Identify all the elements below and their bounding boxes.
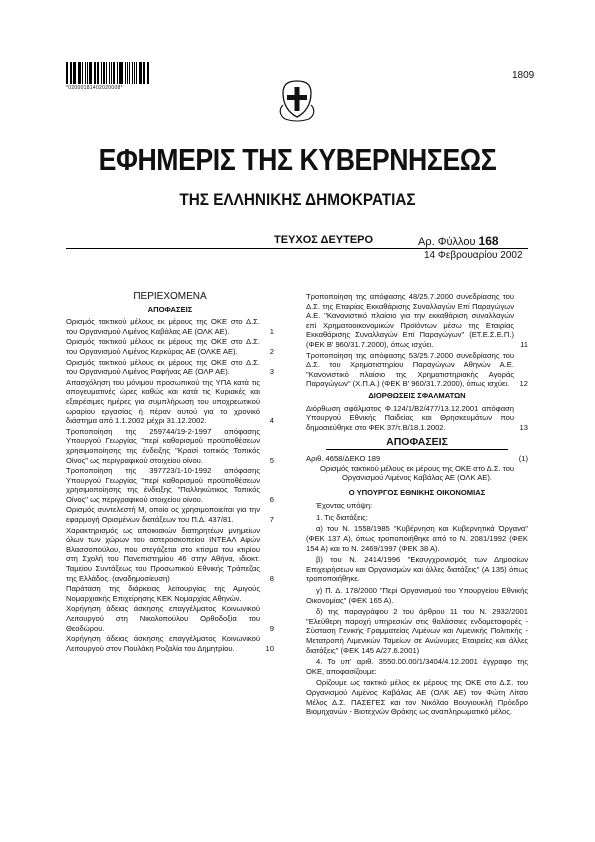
contents-item-page: 9 — [269, 623, 274, 633]
decision-paragraph: Ορίζουμε ως τακτικό μέλος εκ μέρους της ΟΚΕ στο Δ.Σ. του Οργανισμού Λιμένος Καβάλας ΑΕ (ΟΛΚ ΑΕ) τον Φώτη Λίτσο Μέλος Δ.Σ. ΠΑΣΕΓΕΣ και τον Νικόλαο Βουγιουκλή Πρόεδρο Βιομηχανών - Βιοτεχνών Θράκης ως αναπληρωματικό μέλος. — [306, 678, 528, 717]
contents-item-page: 4 — [269, 416, 274, 426]
contents-item — [66, 378, 274, 426]
contents-item-page: 8 — [269, 573, 274, 583]
decision-paragraph: 4. Το υπ' αριθ. 3550.00.00/1/3404/4.12.2001 έγγραφο της ΟΚΕ, αποφασίζουμε: — [306, 657, 528, 676]
contents-item-text: Ορισμός τακτικού μέλους εκ μέρους της ΟΚΕ στο Δ.Σ. του Οργανισμού Λιμένος Ραφήνας ΑΕ (ΟΛΡ ΑΕ). — [66, 357, 260, 377]
contents-item — [66, 526, 274, 584]
decision-summary: Ορισμός τακτικού μέλους εκ μέρους της ΟΚΕ στο Δ.Σ. του Οργανισμού Λιμένος Καβάλας ΑΕ (ΟΛΚ ΑΕ). — [319, 463, 515, 483]
sheet-label: Αρ. Φύλλου — [418, 236, 476, 248]
contents-item-page: 3 — [269, 367, 274, 377]
right-column — [306, 292, 528, 719]
decision-paragraph: Έχοντας υπόψη: — [316, 501, 373, 511]
issue-label: ΤΕΥΧΟΣ ΔΕΥΤΕΡΟ — [274, 234, 374, 246]
contents-list-continued — [306, 292, 528, 389]
barcode-bar — [111, 62, 113, 84]
contents-item-page: 10 — [265, 643, 274, 653]
contents-item-page: 2 — [269, 346, 274, 356]
contents-item-text: Χορήγηση άδειας άσκησης επαγγέλματος Κοινωνικού Λειτουργού στον Πουλάκη Ροζαλία του Δημητρίου. — [66, 634, 260, 653]
contents-item-page: 6 — [269, 494, 274, 504]
barcode-bar — [129, 62, 130, 84]
greek-coat-of-arms-icon — [277, 75, 317, 123]
barcode-bar — [119, 62, 120, 84]
contents-item-page: 12 — [519, 379, 528, 389]
barcode-number: *02000181402020008* — [66, 85, 123, 91]
barcode-bar — [66, 62, 68, 84]
barcode-bar — [87, 62, 89, 84]
contents-item — [66, 505, 274, 524]
contents-item — [66, 317, 274, 336]
contents-item-text: Τροποποίηση της απόφασης 53/25.7.2000 συνεδρίασης του Δ.Σ. του Χρηματιστηρίου Παραγώγων Αθηνών Α.Ε. "Κανονιστικό πλαίσιο της Χρηματιστηριακής Αγοράς Παραγώγων" (Χ.Π.Α.) (ΦΕΚ Β' 960/31.7.2000), όπως ισχύει. — [306, 350, 514, 389]
contents-item-text: Τροποποίηση της απόφασης 48/25.7.2000 συνεδρίασης του Δ.Σ. της Εταιρίας Εκκαθάρισης Συναλλαγών Επί Παραγώγων Α.Ε. "Κανονιστικό πλαίσιο για την εκκαθάριση συναλλαγών επί Χρηματοοικονομικών Προϊόντων μέσω της Εταιρίας Εκκαθάρισης Συναλλαγών Επί Παραγώγων" (ΕΤ.Ε.Σ.Ε.Π.) (ΦΕΚ Β' 960/31.7.2000), όπως ισχύει. — [306, 292, 514, 349]
contents-item-text: Ορισμός συντελεστή Μ, οποίο ος χρησιμοποιείται για την εφαρμογή Ορισμένων διατάξεων του Π.Δ. 437/81. — [66, 505, 260, 525]
barcode-bar — [95, 62, 96, 84]
decision-paragraph: α) του Ν. 1558/1985 "Κυβέρνηση και Κυβερνητικά Όργανα" (ΦΕΚ 137 Α), όπως τροποποιήθηκε από το Ν. 2081/1992 (ΦΕΚ 154 Α) και το Ν. 2469/1997 (ΦΕΚ 38 Α). — [306, 524, 528, 553]
barcode-bar — [139, 62, 141, 84]
decision-authority: Ο ΥΠΟΥΡΓΟΣ ΕΘΝΙΚΗΣ ΟΙΚΟΝΟΜΙΑΣ — [348, 487, 486, 497]
barcode-bar — [106, 62, 107, 84]
contents-decisions-heading: ΑΠΟΦΑΣΕΙΣ — [147, 304, 193, 314]
contents-item-page: 11 — [520, 339, 528, 349]
gazette-title: ΕΦΗΜΕΡΙΣ ΤΗΣ ΚΥΒΕΡΝΗΣΕΩΣ — [98, 142, 497, 177]
barcode-bar — [70, 62, 71, 84]
decision-paragraph: β) του Ν. 2414/1996 "Εκσυγχρονισμός των Δημοσίων Επιχειρήσεων και Οργανισμών και άλλες διατάξεις" (Α 135) όπως τροποποιήθηκε. — [306, 555, 528, 584]
barcode-bar — [113, 62, 115, 84]
decision-paragraph: δ) της παραγράφου 2 του άρθρου 11 του Ν. 2932/2001 "Ελεύθερη παροχή υπηρεσιών στις θαλάσσιες ενδομεταφορές - Σύσταση Γενικής Γραμματείας Λιμένων και Λιμενικής Πολιτικής - Μετατροπή Λιμενικών Ταμείων σε Ανώνυμες Εταιρείες και άλλες διατάξεις" (ΦΕΚ 145 Α/27.6.2001) — [306, 607, 528, 655]
barcode-bar — [97, 62, 99, 84]
decision-ref: (1) — [518, 453, 528, 463]
contents-item-text: Χαρακτηρισμός ως αποικιακών διατηρητέων μνημείων όλων των χώρων του αστεροσκοπείου ΙΝΤΕΑΛ Αφών Βλασσοπούλου, που στεγάζεται στο κτίσμα του κτιρίου στη Σχολή του Πανεπιστημίου 46 στην Αθήνα, ιδιοκτ. Ταμείου Συντάξεως του Προσωπικού Εθνικής Τράπεζας της Ελλάδος. (αναδημοσίευση) — [66, 525, 260, 583]
barcode-bar — [134, 62, 136, 84]
contents-item — [66, 466, 274, 504]
contents-item-text: Τροποποίηση της 397723/1-10-1992 απόφασης Υπουργού Γεωργίας "περί καθορισμού προϋποθέσεων χρησιμοποίησης της ένδειξης "Παλληκώτικος Τοπικός Οίνος" ως περιγραφικού στοιχείου οίνου. — [66, 466, 260, 504]
contents-item-text: Χορήγηση άδειας άσκησης επαγγέλματος Κοινωνικού Λειτουργού στη Νικολοπούλου Ορθοδοξία του Θεοδώρου. — [66, 604, 260, 633]
contents-item — [306, 351, 528, 389]
contents-column — [66, 292, 274, 654]
barcode-bar — [117, 62, 118, 84]
contents-title: ΠΕΡΙΕΧΟΜΕΝΑ — [133, 291, 207, 302]
contents-item-page: 13 — [519, 422, 528, 432]
contents-item — [66, 604, 274, 633]
contents-item — [66, 584, 274, 603]
barcode-bar — [79, 62, 81, 84]
contents-item — [66, 337, 274, 356]
contents-item-text: Ορισμός τακτικού μέλους εκ μέρους της ΟΚΕ στο Δ.Σ. του Οργανισμού Λιμένος Καβάλας ΑΕ (ΟΛΚ ΑΕ). — [66, 317, 260, 336]
contents-list — [66, 317, 274, 653]
contents-item — [306, 292, 528, 350]
barcode-bar — [103, 62, 105, 84]
corrections-heading: ΔΙΟΡΘΩΣΕΙΣ ΣΦΑΛΜΑΤΩΝ — [368, 390, 466, 400]
contents-item-text: Παράταση της διάρκειας λειτουργίας της Αμιγούς Νομαρχιακής Επιχείρησης ΚΕΚ Νομαρχίας Αθηνών. — [66, 584, 260, 603]
corrections-list — [306, 404, 528, 433]
barcode-bar — [89, 62, 91, 84]
barcode-bar — [78, 62, 79, 84]
barcode-bar — [82, 62, 83, 84]
contents-item-text: Απασχόληση του μόνιμου προσωπικού της ΥΠΑ κατά τις απογευματινές ώρες καθώς και κατά τις Κυριακές και εξαιρέσιμες ημέρες για συμπλήρωση του υποχρεωτικού ωραρίου εργασίας ή πέραν αυτού για το χρονικό διάστημα από 1.1.2002 μέχρι 31.12.2002. — [66, 377, 260, 426]
decisions-heading: ΑΠΟΦΑΣΕΙΣ — [326, 438, 508, 450]
barcode-bar — [109, 62, 110, 84]
decision-paragraph: 1. Τις διατάξεις: — [316, 512, 368, 522]
barcode-bar — [144, 62, 145, 84]
barcode-bar — [147, 62, 149, 84]
contents-item-text: Διόρθωση σφάλματος Φ.124/1/Β2/477/13.12.2001 απόφαση Υπουργού Εθνικής Παιδείας και Θρησκευμάτων που δημοσιεύθηκε στο ΦΕΚ 37/τ.Β/18.1.2002. — [306, 403, 514, 432]
decision-paragraph: γ) Π. Δ. 178/2000 "Περί Οργανισμού του Υπουργείου Εθνικής Οικονομίας" (ΦΕΚ 165 Α). — [306, 586, 528, 605]
contents-item-page: 7 — [269, 515, 274, 525]
contents-item-page: 1 — [269, 326, 274, 336]
contents-item-text: Ορισμός τακτικού μέλους εκ μέρους της ΟΚΕ στο Δ.Σ. του Οργανισμού Λιμένος Κερκύρας ΑΕ (ΟΛΚΕ ΑΕ). — [66, 337, 260, 356]
sheet-value: 168 — [478, 234, 499, 248]
contents-item-page: 5 — [269, 455, 274, 465]
barcode-bar — [73, 62, 75, 84]
barcode-bar — [136, 62, 137, 84]
contents-item — [66, 358, 274, 377]
page-number: 1809 — [512, 70, 535, 81]
barcode-bar — [143, 62, 144, 84]
barcode-bar — [120, 62, 122, 84]
decision-number-text: Αριθ. 4658/ΔΕΚΟ 189 — [306, 453, 381, 463]
contents-item — [66, 634, 274, 653]
barcode — [66, 62, 150, 84]
barcode-bar — [71, 62, 72, 84]
decision-body — [306, 501, 528, 716]
contents-item — [66, 427, 274, 465]
barcode-bar — [85, 62, 86, 84]
issue-date: 14 Φεβρουαρίου 2002 — [424, 250, 523, 261]
barcode-bar — [94, 62, 95, 84]
contents-item-text: Τροποποίηση της 259744/19-2-1997 απόφασης Υπουργού Γεωργίας "περί καθορισμού προϋποθέσεων χρησιμοποίησης της ένδειξης "Κρασί τοπικός Τοπικός Οίνος" ως περιγραφικού στοιχείου οίνου. — [66, 426, 260, 465]
contents-item — [306, 404, 528, 433]
barcode-bar — [127, 62, 129, 84]
barcode-bar — [132, 62, 133, 84]
barcode-bar — [101, 62, 102, 84]
barcode-bar — [125, 62, 126, 84]
decision-number — [306, 454, 528, 464]
gazette-subtitle: ΤΗΣ ΕΛΛΗΝΙΚΗΣ ΔΗΜΟΚΡΑΤΙΑΣ — [179, 190, 416, 209]
sheet-number — [418, 234, 499, 248]
header-divider — [66, 248, 528, 249]
